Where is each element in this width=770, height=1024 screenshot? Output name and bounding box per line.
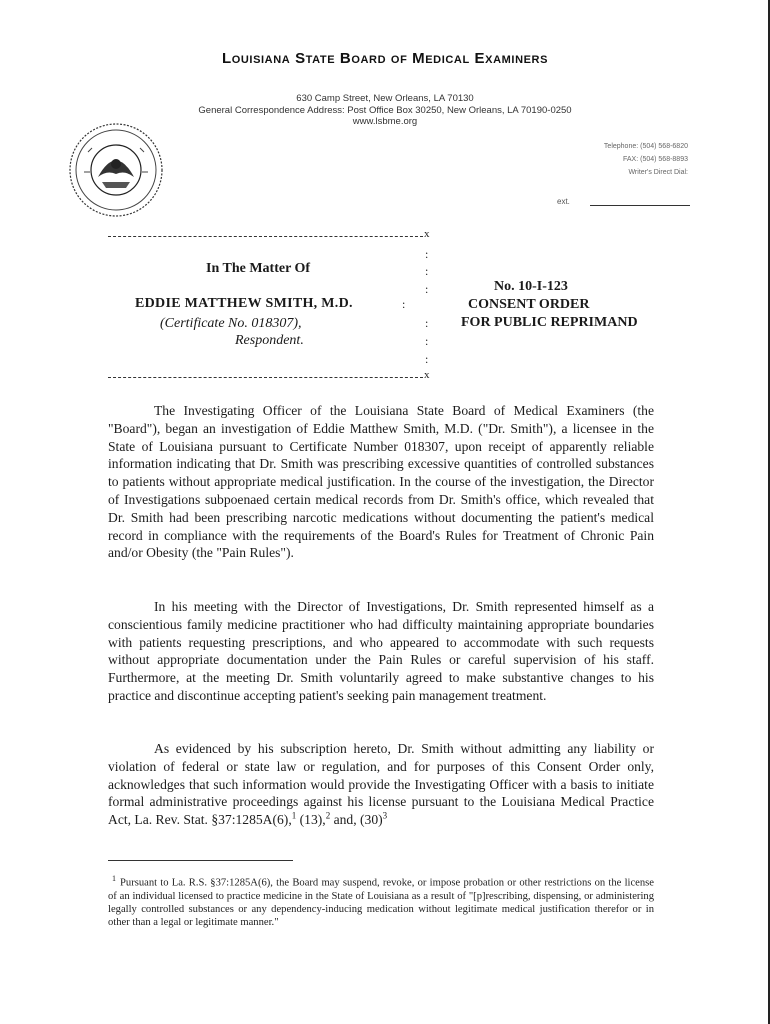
contact-block (604, 140, 688, 179)
footnote-text: Pursuant to La. R.S. §37:1285A(6), the Board may suspend, revoke, or impose probation or other restrictions on the license of an individual licensed to practice medicine in the State of Louisiana as a result of "[p]rescribing, dispensing, or administering legally controlled substances or any dependency-inducing medication without legitimate medical justification therefor or in other than a legal or legitimate manner." (108, 877, 654, 929)
certificate-number: (Certificate No. 018307), (160, 316, 302, 331)
caption-colon: : (425, 316, 429, 330)
street-address: 630 Camp Street, New Orleans, LA 70130 (296, 93, 474, 104)
paragraph-3 (108, 740, 654, 829)
caption-colon: : (402, 297, 406, 311)
paragraph-1: The Investigating Officer of the Louisiana State Board of Medical Examiners (the "Board"), began an investigation of Eddie Matthew Smith, M.D. ("Dr. Smith"), a licensee in the State of Louisiana pursuant to Certificate Number 018307, upon receipt of apparently reliable information indicating that Dr. Smith was prescribing excessive quantities of controlled substances to patients without appropriate medical justification. In the course of the investigation, the Director of Investigations subpoenaed certain medical records from Dr. Smith's office, which revealed that Dr. Smith had been prescribing narcotic medications without documenting the patient's medical record in compliance with the requirements of the Board's Rules for Treatment of Chronic Pain and/or Obesity (the "Pain Rules"). (108, 403, 654, 561)
in-the-matter-heading: In The Matter Of (206, 261, 311, 276)
paragraph-3-text: (13), (296, 812, 326, 828)
letterhead-title: Louisiana State Board of Medical Examiners (221, 50, 549, 67)
correspondence-address: General Correspondence Address: Post Office Box 30250, New Orleans, LA 70190-0250 (198, 104, 572, 116)
order-title-line2: FOR PUBLIC REPRIMAND (461, 315, 638, 330)
caption-colon: : (425, 334, 429, 348)
fax: FAX: (504) 568-8893 (623, 156, 688, 163)
telephone: Telephone: (504) 568-6820 (603, 143, 688, 150)
state-seal-icon (68, 122, 164, 218)
respondent-name: EDDIE MATTHEW SMITH, M.D. (135, 296, 353, 311)
footnote-1 (108, 872, 654, 929)
paragraph-2: In his meeting with the Director of Investigations, Dr. Smith represented himself as a conscientious family medicine practitioner who had difficulty maintaining appropriate boundaries with patients requesting prescriptions, and who appeared to accommodate with such requests without appropriate documentation under the Pain Rules or careful supervision of his staff. Furthermore, at the meeting Dr. Smith voluntarily agreed to make substantive changes to his practice and discontinue accepting patient's seeking pain management treatment. (108, 599, 654, 703)
respondent-label: Respondent. (235, 333, 304, 348)
caption-top-rule (108, 236, 423, 237)
paragraph-3-text: As evidenced by his subscription hereto, Dr. Smith without admitting any liability or violation of federal or state law or regulation, and for purposes of this Consent Order only, acknowledges that such information would provide the Investigating Officer with a basis to initiate formal administrative proceedings against his license pursuant to the Louisiana Medical Practice Act, La. Rev. Stat. §37:1285A(6), (108, 741, 654, 828)
case-number: No. 10-I-123 (494, 279, 568, 294)
caption-colon: : (425, 247, 429, 261)
footnote-ref-1[interactable]: 1 (291, 810, 297, 821)
footnote-separator (108, 860, 293, 861)
ext-blank-line (590, 205, 690, 206)
footnote-ref-3[interactable]: 3 (382, 810, 388, 821)
ext-label: ext. (557, 197, 570, 206)
caption-top-x: x (424, 228, 430, 240)
caption-colon: : (425, 264, 429, 278)
direct-dial: Writer's Direct Dial: (628, 169, 688, 176)
paragraph-3-text: and, (30) (330, 812, 383, 828)
order-title-line1: CONSENT ORDER (468, 297, 590, 312)
caption-colon: : (425, 282, 429, 296)
caption-bottom-rule (108, 377, 423, 378)
caption-colon: : (425, 352, 429, 366)
footnote-mark: 1 (112, 874, 116, 883)
caption-bottom-x: x (424, 369, 430, 381)
website-link[interactable]: www.lsbme.org (352, 116, 418, 127)
footnote-ref-2[interactable]: 2 (325, 810, 331, 821)
